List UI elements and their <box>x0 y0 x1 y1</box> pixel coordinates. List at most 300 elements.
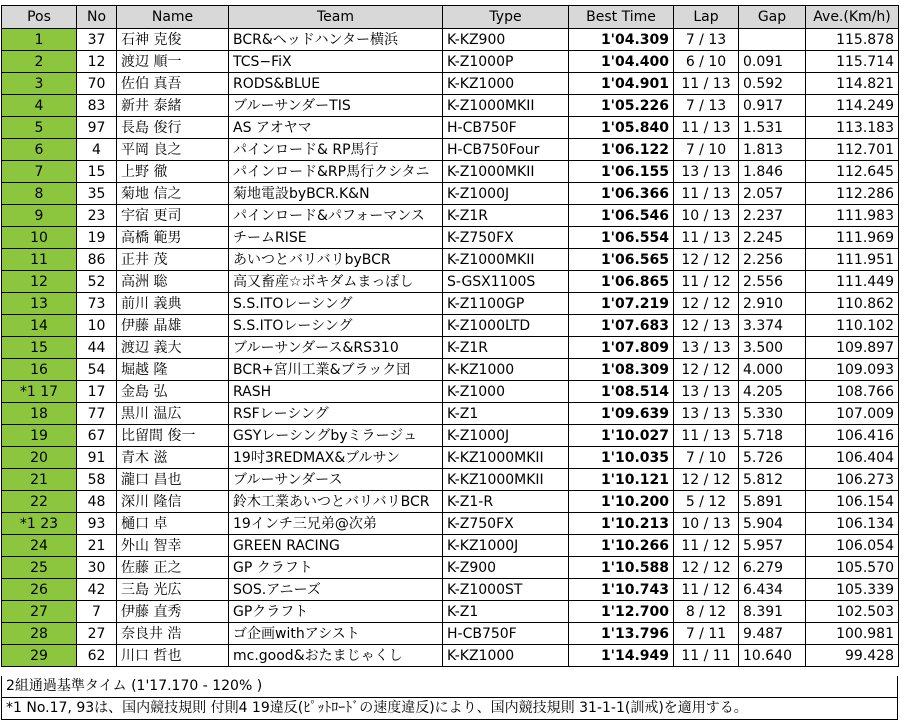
best-lap: 12 / 13 <box>674 315 739 337</box>
machine-type: K-Z1000MKII <box>443 95 569 117</box>
best-time: 1'06.865 <box>569 271 674 293</box>
best-time: 1'13.796 <box>569 623 674 645</box>
team-name: RODS&BLUE <box>229 73 443 95</box>
driver-number: 10 <box>77 315 117 337</box>
best-lap: 11 / 12 <box>674 271 739 293</box>
driver-name: 黒川 温広 <box>117 403 229 425</box>
best-lap: 11 / 13 <box>674 117 739 139</box>
average-speed: 100.981 <box>806 623 899 645</box>
driver-name: 外山 智幸 <box>117 535 229 557</box>
driver-name: 平岡 良之 <box>117 139 229 161</box>
driver-number: 37 <box>77 29 117 51</box>
best-time: 1'10.588 <box>569 557 674 579</box>
average-speed: 106.054 <box>806 535 899 557</box>
team-name: RSFレーシング <box>229 403 443 425</box>
best-time: 1'10.266 <box>569 535 674 557</box>
average-speed: 106.154 <box>806 491 899 513</box>
gap-time: 2.245 <box>739 227 806 249</box>
table-row <box>2 95 899 117</box>
best-lap: 11 / 12 <box>674 579 739 601</box>
gap-time: 1.531 <box>739 117 806 139</box>
driver-number: 15 <box>77 161 117 183</box>
best-lap: 12 / 12 <box>674 249 739 271</box>
header-row <box>2 6 899 29</box>
gap-time: 3.500 <box>739 337 806 359</box>
driver-number: 62 <box>77 645 117 667</box>
average-speed: 105.570 <box>806 557 899 579</box>
driver-number: 67 <box>77 425 117 447</box>
pos-cell: 18 <box>2 403 77 425</box>
table-row <box>2 183 899 205</box>
best-lap: 6 / 10 <box>674 51 739 73</box>
table-row <box>2 271 899 293</box>
average-speed: 106.416 <box>806 425 899 447</box>
driver-name: 石神 克俊 <box>117 29 229 51</box>
driver-name: 菊地 信之 <box>117 183 229 205</box>
average-speed: 106.404 <box>806 447 899 469</box>
team-name: チームRISE <box>229 227 443 249</box>
pos-cell: 28 <box>2 623 77 645</box>
gap-time: 5.891 <box>739 491 806 513</box>
header-ave: Ave.(Km/h) <box>806 6 899 29</box>
machine-type: K-Z1 <box>443 403 569 425</box>
best-time: 1'10.027 <box>569 425 674 447</box>
pos-cell: 19 <box>2 425 77 447</box>
driver-name: 高橋 範男 <box>117 227 229 249</box>
pos-cell: 16 <box>2 359 77 381</box>
best-lap: 12 / 12 <box>674 557 739 579</box>
pos-cell: 1 <box>2 29 77 51</box>
table-row <box>2 117 899 139</box>
team-name: 菊地電設byBCR.K&N <box>229 183 443 205</box>
driver-name: 長島 俊行 <box>117 117 229 139</box>
machine-type: H-CB750Four <box>443 139 569 161</box>
driver-name: 上野 徹 <box>117 161 229 183</box>
average-speed: 99.428 <box>806 645 899 667</box>
pos-cell: 20 <box>2 447 77 469</box>
driver-name: 宇宿 更司 <box>117 205 229 227</box>
table-row <box>2 359 899 381</box>
machine-type: K-Z1000J <box>443 183 569 205</box>
pos-cell: 22 <box>2 491 77 513</box>
machine-type: K-Z1000MKII <box>443 161 569 183</box>
table-row <box>2 227 899 249</box>
machine-type: H-CB750F <box>443 117 569 139</box>
footer-penalty-note: *1 No.17, 93は、国内競技規則 付則4 19違反(ﾋﾟｯﾄﾛｰﾄﾞの速度違反)により、国内競技規則 31-1-1(訓戒)を適用する。 <box>1 698 898 720</box>
best-lap: 11 / 13 <box>674 183 739 205</box>
footer-qualifying-note: 2組通過基準タイム (1'17.170 - 120% ) <box>1 676 898 698</box>
driver-number: 21 <box>77 535 117 557</box>
driver-name: 深川 隆信 <box>117 491 229 513</box>
table-row <box>2 161 899 183</box>
driver-name: 三島 光広 <box>117 579 229 601</box>
gap-time: 6.434 <box>739 579 806 601</box>
driver-number: 48 <box>77 491 117 513</box>
team-name: TCS−FiX <box>229 51 443 73</box>
gap-time: 5.330 <box>739 403 806 425</box>
best-time: 1'04.400 <box>569 51 674 73</box>
team-name: S.S.ITOレーシング <box>229 315 443 337</box>
team-name: パインロード& RP馬行 <box>229 139 443 161</box>
table-row <box>2 535 899 557</box>
table-row <box>2 315 899 337</box>
gap-time: 2.556 <box>739 271 806 293</box>
best-lap: 13 / 13 <box>674 381 739 403</box>
average-speed: 108.766 <box>806 381 899 403</box>
average-speed: 111.951 <box>806 249 899 271</box>
best-lap: 7 / 11 <box>674 623 739 645</box>
driver-number: 30 <box>77 557 117 579</box>
average-speed: 109.093 <box>806 359 899 381</box>
pos-cell: 11 <box>2 249 77 271</box>
driver-name: 正井 茂 <box>117 249 229 271</box>
team-name: 19インチ三兄弟@次弟 <box>229 513 443 535</box>
team-name: SOS.アニーズ <box>229 579 443 601</box>
machine-type: K-KZ1000 <box>443 359 569 381</box>
machine-type: K-KZ1000 <box>443 645 569 667</box>
best-time: 1'10.121 <box>569 469 674 491</box>
best-lap: 13 / 13 <box>674 337 739 359</box>
best-time: 1'04.901 <box>569 73 674 95</box>
driver-name: 金島 弘 <box>117 381 229 403</box>
best-time: 1'10.213 <box>569 513 674 535</box>
pos-cell: 9 <box>2 205 77 227</box>
driver-number: 7 <box>77 601 117 623</box>
gap-time: 1.846 <box>739 161 806 183</box>
machine-type: K-Z1 <box>443 601 569 623</box>
best-time: 1'04.309 <box>569 29 674 51</box>
machine-type: K-Z750FX <box>443 513 569 535</box>
best-time: 1'07.219 <box>569 293 674 315</box>
machine-type: K-KZ1000MKII <box>443 469 569 491</box>
best-time: 1'06.546 <box>569 205 674 227</box>
table-row <box>2 403 899 425</box>
team-name: 鈴木工業あいつとバリバリBCR <box>229 491 443 513</box>
average-speed: 106.134 <box>806 513 899 535</box>
driver-name: 伊藤 直秀 <box>117 601 229 623</box>
team-name: ブルーサンダース&RS310 <box>229 337 443 359</box>
machine-type: K-Z1000P <box>443 51 569 73</box>
best-lap: 10 / 13 <box>674 205 739 227</box>
gap-time: 5.904 <box>739 513 806 535</box>
pos-cell: 25 <box>2 557 77 579</box>
driver-name: 佐藤 正之 <box>117 557 229 579</box>
team-name: パインロード&RP馬行クシタニ <box>229 161 443 183</box>
best-time: 1'06.554 <box>569 227 674 249</box>
best-time: 1'10.035 <box>569 447 674 469</box>
driver-name: 佐伯 真吾 <box>117 73 229 95</box>
gap-time: 6.279 <box>739 557 806 579</box>
gap-time: 0.592 <box>739 73 806 95</box>
pos-cell: 21 <box>2 469 77 491</box>
driver-name: 高洲 聡 <box>117 271 229 293</box>
best-lap: 8 / 12 <box>674 601 739 623</box>
driver-name: 奈良井 浩 <box>117 623 229 645</box>
machine-type: K-KZ1000 <box>443 73 569 95</box>
team-name: S.S.ITOレーシング <box>229 293 443 315</box>
driver-number: 58 <box>77 469 117 491</box>
average-speed: 107.009 <box>806 403 899 425</box>
team-name: GPクラフト <box>229 601 443 623</box>
gap-time: 4.205 <box>739 381 806 403</box>
team-name: BCR+宮川工業&ブラック団 <box>229 359 443 381</box>
driver-number: 93 <box>77 513 117 535</box>
average-speed: 112.645 <box>806 161 899 183</box>
header-best-time: Best Time <box>569 6 674 29</box>
machine-type: K-KZ1000J <box>443 535 569 557</box>
pos-cell: 26 <box>2 579 77 601</box>
header-type: Type <box>443 6 569 29</box>
machine-type: K-Z1000J <box>443 425 569 447</box>
gap-time: 8.391 <box>739 601 806 623</box>
average-speed: 105.339 <box>806 579 899 601</box>
pos-cell: 15 <box>2 337 77 359</box>
best-lap: 12 / 12 <box>674 359 739 381</box>
best-time: 1'06.565 <box>569 249 674 271</box>
driver-number: 12 <box>77 51 117 73</box>
best-lap: 7 / 13 <box>674 95 739 117</box>
average-speed: 112.701 <box>806 139 899 161</box>
machine-type: K-Z1-R <box>443 491 569 513</box>
machine-type: H-CB750F <box>443 623 569 645</box>
gap-time: 2.256 <box>739 249 806 271</box>
best-time: 1'06.155 <box>569 161 674 183</box>
best-time: 1'07.809 <box>569 337 674 359</box>
table-row <box>2 623 899 645</box>
table-row <box>2 447 899 469</box>
best-lap: 11 / 12 <box>674 535 739 557</box>
gap-time: 1.813 <box>739 139 806 161</box>
header-no: No <box>77 6 117 29</box>
machine-type: K-Z1000ST <box>443 579 569 601</box>
gap-time: 2.910 <box>739 293 806 315</box>
average-speed: 102.503 <box>806 601 899 623</box>
best-lap: 5 / 12 <box>674 491 739 513</box>
table-row <box>2 249 899 271</box>
pos-cell: 29 <box>2 645 77 667</box>
driver-number: 73 <box>77 293 117 315</box>
machine-type: K-KZ1000MKII <box>443 447 569 469</box>
team-name: mc.good&おたまじゃくし <box>229 645 443 667</box>
driver-name: 瀧口 昌也 <box>117 469 229 491</box>
table-row <box>2 491 899 513</box>
team-name: GSYレーシングbyミラージュ <box>229 425 443 447</box>
best-lap: 11 / 13 <box>674 425 739 447</box>
average-speed: 114.249 <box>806 95 899 117</box>
machine-type: K-Z1000 <box>443 381 569 403</box>
team-name: GP クラフト <box>229 557 443 579</box>
table-row <box>2 601 899 623</box>
best-time: 1'10.743 <box>569 579 674 601</box>
gap-time <box>739 29 806 51</box>
team-name: 高又畜産☆ボキダムまっぽし <box>229 271 443 293</box>
machine-type: K-Z1R <box>443 205 569 227</box>
header-gap: Gap <box>739 6 806 29</box>
team-name: RASH <box>229 381 443 403</box>
gap-time: 5.718 <box>739 425 806 447</box>
gap-time: 3.374 <box>739 315 806 337</box>
driver-name: 樋口 卓 <box>117 513 229 535</box>
table-row <box>2 579 899 601</box>
best-lap: 7 / 10 <box>674 139 739 161</box>
driver-number: 23 <box>77 205 117 227</box>
machine-type: K-Z1000MKII <box>443 249 569 271</box>
driver-number: 42 <box>77 579 117 601</box>
gap-time: 5.726 <box>739 447 806 469</box>
table-row <box>2 73 899 95</box>
table-row <box>2 293 899 315</box>
driver-number: 19 <box>77 227 117 249</box>
driver-number: 52 <box>77 271 117 293</box>
best-lap: 11 / 13 <box>674 227 739 249</box>
driver-name: 前川 義典 <box>117 293 229 315</box>
team-name: AS アオヤマ <box>229 117 443 139</box>
best-time: 1'12.700 <box>569 601 674 623</box>
average-speed: 109.897 <box>806 337 899 359</box>
best-time: 1'06.366 <box>569 183 674 205</box>
gap-time: 2.237 <box>739 205 806 227</box>
best-lap: 13 / 13 <box>674 403 739 425</box>
best-time: 1'08.309 <box>569 359 674 381</box>
best-time: 1'05.840 <box>569 117 674 139</box>
average-speed: 113.183 <box>806 117 899 139</box>
header-name: Name <box>117 6 229 29</box>
driver-number: 97 <box>77 117 117 139</box>
best-lap: 7 / 13 <box>674 29 739 51</box>
pos-cell: 8 <box>2 183 77 205</box>
driver-number: 91 <box>77 447 117 469</box>
gap-time: 5.812 <box>739 469 806 491</box>
driver-number: 86 <box>77 249 117 271</box>
machine-type: S-GSX1100S <box>443 271 569 293</box>
average-speed: 111.449 <box>806 271 899 293</box>
pos-cell: 12 <box>2 271 77 293</box>
average-speed: 115.714 <box>806 51 899 73</box>
table-row <box>2 469 899 491</box>
table-row <box>2 139 899 161</box>
average-speed: 112.286 <box>806 183 899 205</box>
machine-type: K-KZ900 <box>443 29 569 51</box>
average-speed: 115.878 <box>806 29 899 51</box>
driver-name: 青木 滋 <box>117 447 229 469</box>
pos-cell: 2 <box>2 51 77 73</box>
team-name: ブルーサンダーTIS <box>229 95 443 117</box>
gap-time: 0.917 <box>739 95 806 117</box>
machine-type: K-Z1R <box>443 337 569 359</box>
pos-cell: 6 <box>2 139 77 161</box>
driver-name: 渡辺 順一 <box>117 51 229 73</box>
pos-cell: 7 <box>2 161 77 183</box>
driver-number: 83 <box>77 95 117 117</box>
best-time: 1'05.226 <box>569 95 674 117</box>
header-team: Team <box>229 6 443 29</box>
driver-number: 77 <box>77 403 117 425</box>
machine-type: K-Z1100GP <box>443 293 569 315</box>
best-lap: 10 / 13 <box>674 513 739 535</box>
driver-name: 比留間 俊一 <box>117 425 229 447</box>
gap-time: 0.091 <box>739 51 806 73</box>
best-lap: 7 / 10 <box>674 447 739 469</box>
driver-name: 川口 哲也 <box>117 645 229 667</box>
table-row <box>2 513 899 535</box>
team-name: 19吋3REDMAX&ブルサン <box>229 447 443 469</box>
table-row <box>2 51 899 73</box>
table-row <box>2 645 899 667</box>
gap-time: 10.640 <box>739 645 806 667</box>
gap-time: 2.057 <box>739 183 806 205</box>
table-row <box>2 205 899 227</box>
best-time: 1'10.200 <box>569 491 674 513</box>
results-table <box>1 5 899 667</box>
best-time: 1'14.949 <box>569 645 674 667</box>
driver-name: 新井 泰緒 <box>117 95 229 117</box>
machine-type: K-Z750FX <box>443 227 569 249</box>
average-speed: 110.102 <box>806 315 899 337</box>
pos-cell: *1 23 <box>2 513 77 535</box>
pos-cell: *1 17 <box>2 381 77 403</box>
best-lap: 12 / 12 <box>674 469 739 491</box>
team-name: ブルーサンダース <box>229 469 443 491</box>
pos-cell: 24 <box>2 535 77 557</box>
driver-number: 44 <box>77 337 117 359</box>
average-speed: 110.862 <box>806 293 899 315</box>
driver-number: 35 <box>77 183 117 205</box>
team-name: あいつとバリバリbyBCR <box>229 249 443 271</box>
table-row <box>2 337 899 359</box>
team-name: BCR&ヘッドハンター横浜 <box>229 29 443 51</box>
driver-number: 27 <box>77 623 117 645</box>
best-time: 1'07.683 <box>569 315 674 337</box>
driver-name: 伊藤 晶雄 <box>117 315 229 337</box>
driver-name: 堀越 隆 <box>117 359 229 381</box>
table-row <box>2 557 899 579</box>
table-row <box>2 425 899 447</box>
pos-cell: 4 <box>2 95 77 117</box>
pos-cell: 13 <box>2 293 77 315</box>
pos-cell: 14 <box>2 315 77 337</box>
driver-number: 54 <box>77 359 117 381</box>
pos-cell: 5 <box>2 117 77 139</box>
best-lap: 11 / 13 <box>674 73 739 95</box>
best-time: 1'08.514 <box>569 381 674 403</box>
average-speed: 111.969 <box>806 227 899 249</box>
average-speed: 111.983 <box>806 205 899 227</box>
team-name: GREEN RACING <box>229 535 443 557</box>
header-lap: Lap <box>674 6 739 29</box>
best-lap: 11 / 11 <box>674 645 739 667</box>
team-name: パインロード&パフォーマンス <box>229 205 443 227</box>
header-pos: Pos <box>2 6 77 29</box>
driver-number: 17 <box>77 381 117 403</box>
average-speed: 106.273 <box>806 469 899 491</box>
gap-time: 4.000 <box>739 359 806 381</box>
gap-time: 5.957 <box>739 535 806 557</box>
best-lap: 12 / 12 <box>674 293 739 315</box>
best-time: 1'06.122 <box>569 139 674 161</box>
driver-number: 70 <box>77 73 117 95</box>
best-lap: 13 / 13 <box>674 161 739 183</box>
driver-number: 4 <box>77 139 117 161</box>
machine-type: K-Z1000LTD <box>443 315 569 337</box>
table-row <box>2 381 899 403</box>
pos-cell: 27 <box>2 601 77 623</box>
machine-type: K-Z900 <box>443 557 569 579</box>
best-time: 1'09.639 <box>569 403 674 425</box>
team-name: ゴ企画withアシスト <box>229 623 443 645</box>
table-row <box>2 29 899 51</box>
pos-cell: 10 <box>2 227 77 249</box>
driver-name: 渡辺 義大 <box>117 337 229 359</box>
